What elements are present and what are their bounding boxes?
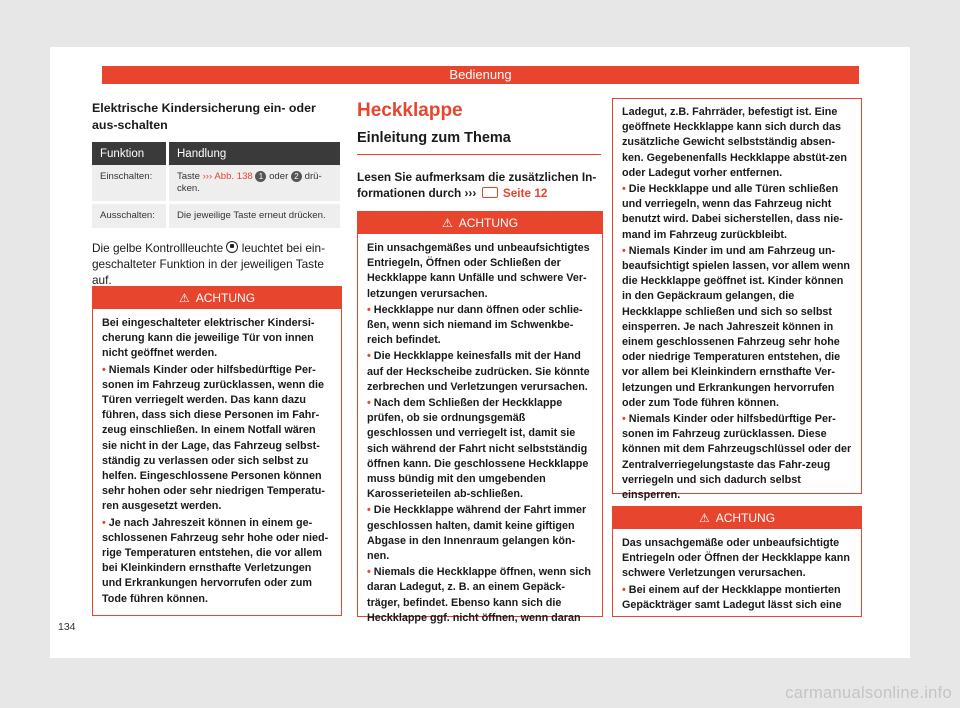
warning-body [93, 309, 341, 615]
column-left [92, 100, 340, 288]
list-item [102, 516, 332, 607]
list-item-text: Niemals Kinder im und am Fahrzeug un-beaufsichtigt spielen lassen, vor allem wenn die Heckklappe geöffnet ist. Kinder können in den Gepäckraum gelangen, die Heckklappe schließen und sich so selbst einsperren. Je nach Jahreszeit können in einem geschlossenen Fahrzeug sehr hohe oder niedrige Temperaturen entstehen, die vor allem bei Kleinkindern ernsthafte Ver-letzungen und Erkrankungen hervorrufen oder zum Tode führen können. [622, 244, 851, 409]
warning-header [358, 212, 602, 234]
table-row [92, 165, 340, 203]
warning-list [622, 583, 852, 613]
table-header-row [92, 142, 340, 165]
indicator-paragraph [92, 240, 340, 288]
child-lock-icon [226, 241, 238, 253]
bullet-icon: • [622, 244, 626, 257]
warning-triangle-icon: ⚠ [178, 291, 190, 305]
section-header: Bedienung [102, 66, 859, 84]
warning-list [622, 182, 852, 503]
list-item-text: Je nach Jahreszeit können in einem ge-schlossenen Fahrzeug sehr hohe oder nied-rige Temperaturen entstehen, die vor allem bei Kleinkindern ernsthafte Verletzungen und Erkrankungen hervorrufen oder zum Tode führen können. [102, 516, 329, 605]
list-item [622, 182, 852, 243]
book-icon [482, 187, 498, 198]
list-item-text: Bei einem auf der Heckklappe montierten Gepäckträger samt Ladegut lässt sich eine [622, 583, 842, 611]
list-item-text: Die Heckklappe keinesfalls mit der Hand auf der Heckscheibe zudrücken. Sie könnte zerbrechen und Verletzungen verursachen. [367, 350, 590, 393]
warning-title: ACHTUNG [458, 216, 519, 230]
warning-intro: Ladegut, z.B. Fahrräder, befestigt ist. Eine geöffnete Heckklappe kann sich durch das zusätzliche Gewicht selbstständig absen-ken. Gegebenenfalls Heckklappe abstüt-zen oder Ladegut vorher entfernen. [622, 106, 848, 179]
warning-box-tailgate [357, 211, 603, 624]
bullet-icon: • [367, 397, 371, 410]
table-header-handlung: Handlung [168, 142, 341, 165]
callout-number-2: 2 [291, 171, 302, 182]
warning-triangle-icon: ⚠ [698, 511, 710, 525]
list-item [622, 583, 852, 613]
warning-title: ACHTUNG [715, 511, 776, 525]
bullet-icon: • [622, 413, 626, 426]
list-item [622, 244, 852, 411]
list-item-text: Nach dem Schließen der Heckklappe prüfen, ob sie ordnungsgemäß geschlossen und verriegelt ist, damit sie sich während der Fahrt nicht selbstständig öffnen kann. Die geschlossene Heckklappe muss bündig mit den umgebenden Karosserieteilen ab-schließen. [367, 397, 589, 501]
warning-list [102, 363, 332, 607]
table-header-funktion: Funktion [92, 142, 168, 165]
section-title: Elektrische Kindersicherung ein- oder aus-schalten [92, 101, 316, 132]
warning-triangle-icon: ⚠ [441, 216, 453, 230]
bullet-icon: • [102, 516, 106, 529]
table-cell-function: Ausschalten: [92, 203, 168, 229]
bullet-icon: • [622, 183, 626, 196]
list-item-text: Die Heckklappe während der Fahrt immer geschlossen halten, damit keine giftigen Abgase in den Innenraum gelangen kön-nen. [367, 504, 587, 563]
list-item-text: Die Heckklappe und alle Türen schließen und verriegeln, wenn das Fahrzeug nicht benutzt wird. Dabei sicherstellen, dass nie-mand im Fahrzeug zurückbleibt. [622, 183, 843, 241]
warning-body [613, 529, 861, 621]
warning-header [93, 287, 341, 309]
callout-number-1: 1 [255, 171, 266, 182]
intro-text: Lesen Sie aufmerksam die zusätzlichen In-formationen durch ››› [357, 170, 597, 200]
figure-link[interactable]: ››› Abb. 138 [202, 171, 253, 182]
bullet-icon: • [102, 363, 106, 376]
list-item [367, 396, 593, 502]
list-item [367, 303, 593, 349]
paragraph-text-start: Die gelbe Kontrollleuchte [92, 241, 224, 255]
table-cell-action [168, 165, 341, 203]
list-item [367, 349, 593, 395]
list-item [622, 412, 852, 503]
bullet-icon: • [367, 504, 371, 517]
bullet-icon: • [367, 350, 371, 363]
action-suffix: drü-cken. [177, 171, 322, 194]
table-row [92, 203, 340, 229]
warning-box-continued [612, 98, 862, 502]
warning-box-luggage-rack [612, 506, 862, 617]
function-table [92, 142, 340, 228]
warning-header [613, 507, 861, 529]
warning-body [613, 99, 861, 511]
list-item-text: Heckklappe nur dann öffnen oder schlie-ßen, wenn sich niemand im Schwenkbe-reich befindet. [367, 303, 583, 347]
table-cell-function: Einschalten: [92, 165, 168, 203]
table-cell-action: Die jeweilige Taste erneut drücken. [168, 203, 341, 229]
list-item-text: Niemals Kinder oder hilfsbedürftige Per-sonen im Fahrzeug zurücklassen, wenn die Türen verriegelt werden. Das kann dazu führen, dass sich diese Personen im Fahr-zeug einschließen. In einem Notfall wären sie nicht in der Lage, das Fahrzeug selbst-ständig zu verlassen oder sich selbst zu helfen. Eingeschlossene Personen können sehr hohen oder sehr niedrigen Temperatu-ren ausgesetzt werden. [102, 363, 325, 513]
warning-body [358, 234, 602, 634]
list-item-text: Niemals Kinder oder hilfsbedürftige Per-sonen im Fahrzeug zurücklassen. Diese können mit dem Fahrzeugschlüssel oder der Zentralverriegelungstaste das Fahr-zeug verriegeln und sich dadurch selbst einsperren. [622, 413, 852, 502]
warning-intro: Ein unsachgemäßes und unbeaufsichtigtes Entriegeln, Öffnen oder Schließen der Heckklappe kann Unfälle und schwere Ver-letzungen verursachen. [367, 242, 590, 300]
paragraph-text-end: leuchtet bei ein-geschalteter Funktion in der jeweiligen Taste auf. [92, 241, 326, 287]
bullet-icon: • [622, 583, 626, 596]
action-prefix: Taste [177, 171, 200, 182]
watermark: carmanualsonline.info [785, 684, 952, 702]
page-number: 134 [58, 621, 76, 633]
list-item [367, 565, 593, 626]
list-item [367, 503, 593, 564]
chapter-title: Heckklappe [357, 100, 463, 121]
bullet-icon: • [367, 303, 371, 316]
warning-box-child-lock [92, 286, 342, 616]
column-middle [357, 100, 601, 201]
warning-intro: Bei eingeschalteter elektrischer Kindersi-cherung kann die jeweilige Tür von innen nicht geöffnet werden. [102, 317, 315, 360]
warning-list [367, 303, 593, 626]
action-mid: oder [269, 171, 289, 182]
list-item-text: Niemals die Heckklappe öffnen, wenn sich daran Ladegut, z. B. an einem Gepäck-träger, befindet. Ebenso kann sich die Heckklappe ggf. nicht öffnen, wenn daran [367, 566, 591, 624]
page-link[interactable]: Seite 12 [502, 186, 548, 200]
bullet-icon: • [367, 566, 371, 579]
warning-title: ACHTUNG [195, 291, 256, 305]
warning-intro: Das unsachgemäße oder unbeaufsichtigte Entriegeln oder Öffnen der Heckklappe kann schwere Verletzungen verursachen. [622, 537, 850, 580]
subchapter-title: Einleitung zum Thema [357, 130, 511, 146]
title-divider [357, 154, 601, 155]
list-item [102, 363, 332, 515]
intro-paragraph [357, 169, 601, 201]
